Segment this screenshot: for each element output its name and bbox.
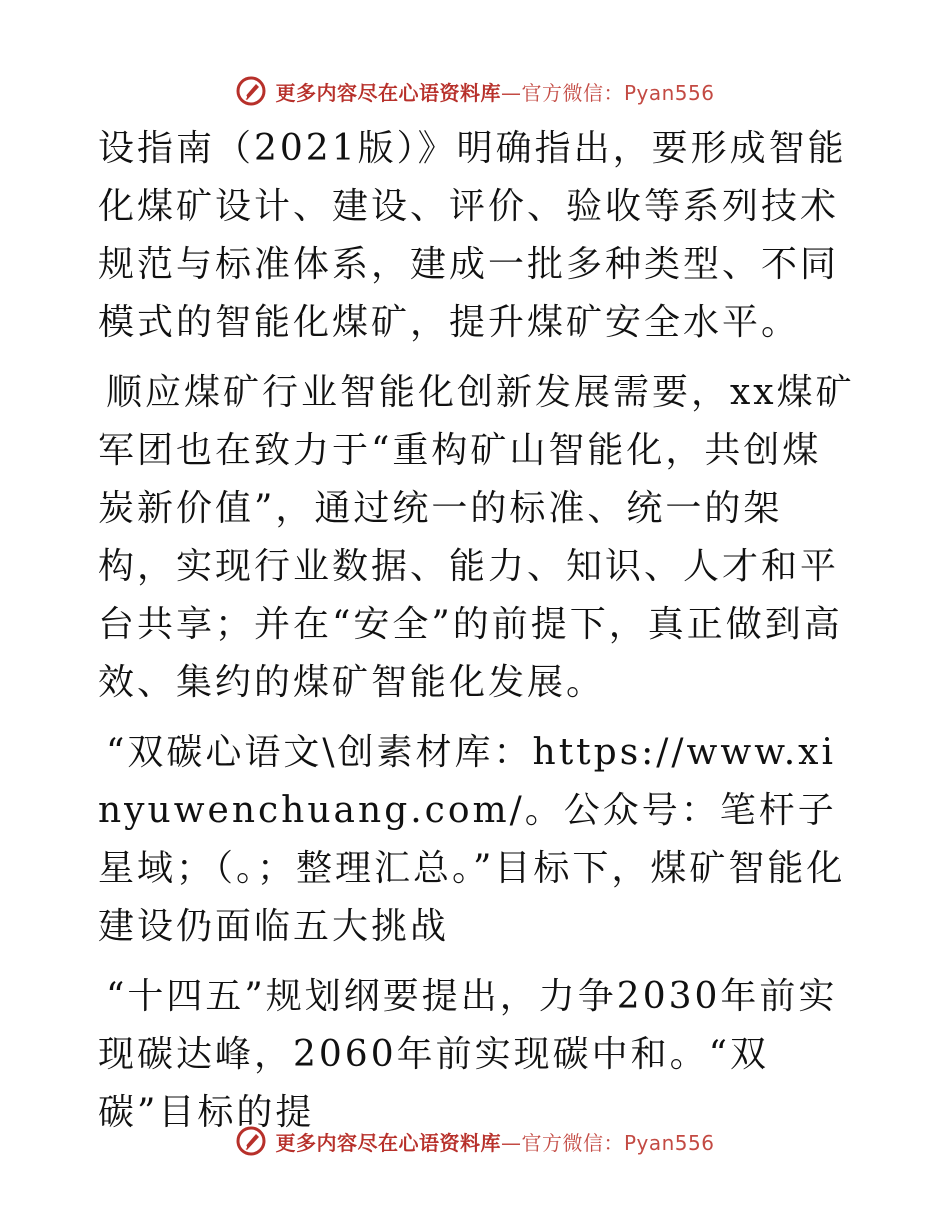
footer-banner-contact: 官方微信：Pyan556 (521, 1130, 715, 1155)
footer-banner-sep: — (500, 1130, 522, 1155)
pen-logo-icon (235, 75, 267, 107)
page-footer-banner (0, 1122, 950, 1160)
pen-logo-icon (235, 1125, 267, 1157)
footer-banner-main: 更多内容尽在心语资料库 (275, 1130, 501, 1155)
header-banner-text (275, 77, 714, 106)
paragraph-2: 顺应煤矿行业智能化创新发展需要，xx煤矿军团也在致力于“重构矿山智能化，共创煤炭新价值”，通过统一的标准、统一的架构，实现行业数据、能力、知识、人才和平台共享；并在“安全”的前提下，真正做到高效、集约的煤矿智能化发展。 (98, 372, 855, 703)
header-banner-contact: 官方微信：Pyan556 (521, 80, 715, 105)
paragraph-1: 设指南（2021版）》明确指出，要形成智能化煤矿设计、建设、评价、验收等系列技术规范与标准体系，建成一批多种类型、不同模式的智能化煤矿，提升煤矿安全水平。 (98, 128, 847, 343)
footer-banner-text (275, 1127, 714, 1156)
document-body (98, 120, 858, 1142)
header-banner-main: 更多内容尽在心语资料库 (275, 80, 501, 105)
page-header-banner (0, 72, 950, 110)
header-banner-sep: — (500, 80, 522, 105)
paragraph-4: “十四五”规划纲要提出，力争2030年前实现碳达峰，2060年前实现碳中和。“双碳”目标的提 (98, 976, 838, 1133)
paragraph-3: “双碳心语文\创素材库：https://www.xinyuwenchuang.com/。公众号：笔杆子星域；（。；整理汇总。”目标下，煤矿智能化建设仍面临五大挑战 (98, 732, 846, 947)
